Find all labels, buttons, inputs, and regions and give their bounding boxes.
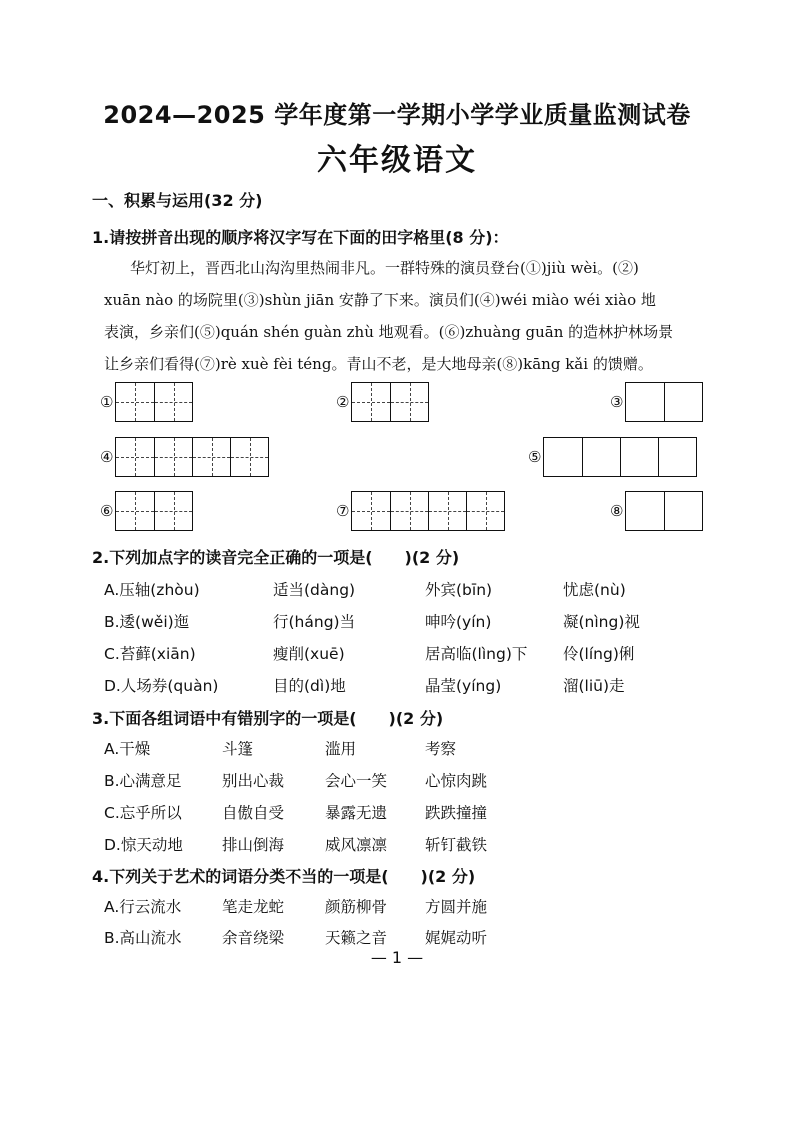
option-cell: D.人场券(quàn) [104,677,219,695]
writing-cell[interactable] [664,383,702,421]
option-cell: D.惊天动地 [104,836,183,854]
writing-cell[interactable] [626,383,664,421]
writing-cell[interactable] [116,383,154,421]
writing-cell[interactable] [352,492,390,530]
option-cell: 余音绕梁 [222,929,285,947]
writing-cell[interactable] [154,383,192,421]
writing-cell[interactable] [390,492,428,530]
answer-grid-1[interactable] [100,382,193,422]
writing-cell[interactable] [116,492,154,530]
exam-subtitle: 六年级语文 [317,143,477,178]
question-3-prompt: 3.下面各组词语中有错别字的一项是( )(2 分) [92,709,444,728]
writing-cell[interactable] [154,438,192,476]
option-cell: 心惊肉跳 [425,772,488,790]
answer-grid-5[interactable] [528,437,697,477]
writing-cell[interactable] [192,438,230,476]
option-cell: B.高山流水 [104,929,182,947]
option-cell: 笔走龙蛇 [222,898,285,916]
option-cell: 行(háng)当 [273,613,356,631]
option-cell: 凝(nìng)视 [563,613,640,631]
option-cell: 瘦削(xuē) [273,645,345,663]
option-cell: 考察 [425,740,457,758]
option-cell: 晶莹(yíng) [425,677,502,695]
grid-label: ① [100,393,114,411]
answer-grid-7[interactable] [336,491,505,531]
question-4-prompt: 4.下列关于艺术的词语分类不当的一项是( )(2 分) [92,867,476,886]
passage-line: 表演，乡亲们(⑤)quán shén guàn zhù 地观看。(⑥)zhuàng guān 的造林护林场景 [104,323,674,341]
option-cell: A.行云流水 [104,898,182,916]
passage-line: 华灯初上，晋西北山沟沟里热闹非凡。一群特殊的演员登台(①)jiù wèi。(②) [130,259,639,277]
option-cell: 居高临(lìng)下 [425,645,528,663]
writing-cell[interactable] [116,438,154,476]
question-2-prompt: 2.下列加点字的读音完全正确的一项是( )(2 分) [92,548,460,567]
writing-cell[interactable] [390,383,428,421]
option-cell: 适当(dàng) [273,581,356,599]
writing-cell[interactable] [154,492,192,530]
option-cell: 跌跌撞撞 [425,804,488,822]
option-cell: 溜(liū)走 [563,677,625,695]
option-cell: 别出心裁 [222,772,285,790]
option-cell: 会心一笑 [325,772,388,790]
page-number: — 1 — [370,948,424,967]
question-1-prompt: 1.请按拼音出现的顺序将汉字写在下面的田字格里(8 分)： [92,228,509,247]
option-cell: 目的(dì)地 [273,677,346,695]
option-cell: 威风凛凛 [325,836,388,854]
option-cell: 忧虑(nù) [563,581,626,599]
answer-grid-8[interactable] [610,491,703,531]
option-cell: A.干燥 [104,740,151,758]
writing-cell[interactable] [658,438,696,476]
grid-label: ⑦ [336,502,350,520]
writing-cell[interactable] [544,438,582,476]
option-cell: B.逶(wěi)迤 [104,613,190,631]
grid-label: ⑥ [100,502,114,520]
option-cell: C.苔藓(xiān) [104,645,196,663]
writing-cell[interactable] [664,492,702,530]
answer-grid-2[interactable] [336,382,429,422]
option-cell: 暴露无遗 [325,804,388,822]
option-cell: 方圆并施 [425,898,488,916]
option-cell: 自傲自受 [222,804,285,822]
option-cell: C.忘乎所以 [104,804,182,822]
option-cell: 斗篷 [222,740,254,758]
grid-label: ⑧ [610,502,624,520]
section-heading: 一、积累与运用(32 分) [92,191,263,210]
writing-cell[interactable] [428,492,466,530]
writing-cell[interactable] [626,492,664,530]
answer-grid-3[interactable] [610,382,703,422]
option-cell: A.压轴(zhòu) [104,581,200,599]
passage-line: 让乡亲们看得(⑦)rè xuè fèi téng。青山不老，是大地母亲(⑧)kāng kǎi 的馈赠。 [104,355,653,373]
grid-label: ④ [100,448,114,466]
option-cell: 呻吟(yín) [425,613,492,631]
option-cell: 颜筋柳骨 [325,898,388,916]
option-cell: 外宾(bīn) [425,581,493,599]
option-cell: 娓娓动听 [425,929,488,947]
option-cell: 伶(líng)俐 [563,645,635,663]
writing-cell[interactable] [352,383,390,421]
answer-grid-6[interactable] [100,491,193,531]
exam-title: 2024—2025 学年度第一学期小学学业质量监测试卷 [103,101,691,129]
writing-cell[interactable] [230,438,268,476]
writing-cell[interactable] [582,438,620,476]
option-cell: 斩钉截铁 [425,836,488,854]
option-cell: 天籁之音 [325,929,388,947]
grid-label: ⑤ [528,448,542,466]
answer-grid-4[interactable] [100,437,269,477]
grid-label: ③ [610,393,624,411]
option-cell: 排山倒海 [222,836,285,854]
grid-label: ② [336,393,350,411]
option-cell: 滥用 [325,740,357,758]
option-cell: B.心满意足 [104,772,182,790]
writing-cell[interactable] [466,492,504,530]
passage-line: xuān nào 的场院里(③)shùn jiān 安静了下来。演员们(④)wéi miào wéi xiào 地 [104,291,656,309]
writing-cell[interactable] [620,438,658,476]
